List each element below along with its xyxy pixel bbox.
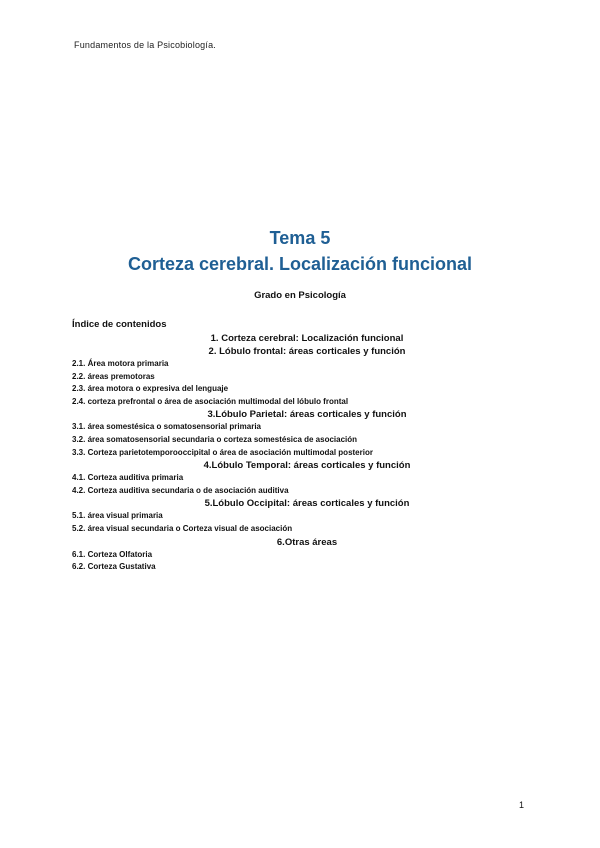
running-header: Fundamentos de la Psicobiología. bbox=[74, 40, 216, 50]
toc-item-2-4: 2.4. corteza prefrontal o área de asociación multimodal del lóbulo frontal bbox=[72, 396, 349, 406]
toc-section-6: 6.Otras áreas bbox=[276, 536, 338, 548]
topic-title: Corteza cerebral. Localización funcional bbox=[127, 254, 473, 274]
toc-item-2-1: 2.1. Área motora primaria bbox=[72, 359, 169, 368]
toc-section-2: 2. Lóbulo frontal: áreas corticales y función bbox=[208, 346, 406, 357]
toc-item-3-1: 3.1. área somestésica o somatosensorial primaria bbox=[72, 422, 261, 432]
toc-heading: Índice de contenidos bbox=[72, 319, 167, 330]
toc-item-6-1: 6.1. Corteza Olfatoria bbox=[72, 549, 153, 559]
toc-section-3: 3.Lóbulo Parietal: áreas corticales y función bbox=[207, 409, 407, 421]
toc-item-5-2: 5.2. área visual secundaria o Corteza visual de asociación bbox=[72, 523, 293, 533]
toc-section-1: 1. Corteza cerebral: Localización funcional bbox=[210, 333, 404, 344]
toc-item-6-2: 6.2. Corteza Gustativa bbox=[72, 562, 156, 572]
toc-item-2-2: 2.2. áreas premotoras bbox=[72, 371, 155, 381]
degree-subtitle: Grado en Psicología bbox=[254, 290, 346, 301]
toc-item-5-1: 5.1. área visual primaria bbox=[72, 511, 163, 521]
page-number: 1 bbox=[519, 800, 525, 810]
toc-item-4-2: 4.2. Corteza auditiva secundaria o de asociación auditiva bbox=[72, 485, 289, 495]
toc-item-3-3: 3.3. Corteza parietotemporooccipital o área de asociación multimodal posterior bbox=[72, 447, 373, 457]
toc-item-3-2: 3.2. área somatosensorial secundaria o corteza somestésica de asociación bbox=[72, 434, 358, 444]
toc-section-4: 4.Lóbulo Temporal: áreas corticales y función bbox=[203, 460, 411, 472]
toc-section-5: 5.Lóbulo Occipital: áreas corticales y función bbox=[204, 498, 410, 510]
toc-item-4-1: 4.1. Corteza auditiva primaria bbox=[72, 473, 184, 483]
topic-number: Tema 5 bbox=[269, 228, 331, 248]
document-title bbox=[0, 226, 600, 276]
toc-item-2-3: 2.3. área motora o expresiva del lenguaje bbox=[72, 384, 229, 394]
table-of-contents bbox=[72, 318, 542, 574]
